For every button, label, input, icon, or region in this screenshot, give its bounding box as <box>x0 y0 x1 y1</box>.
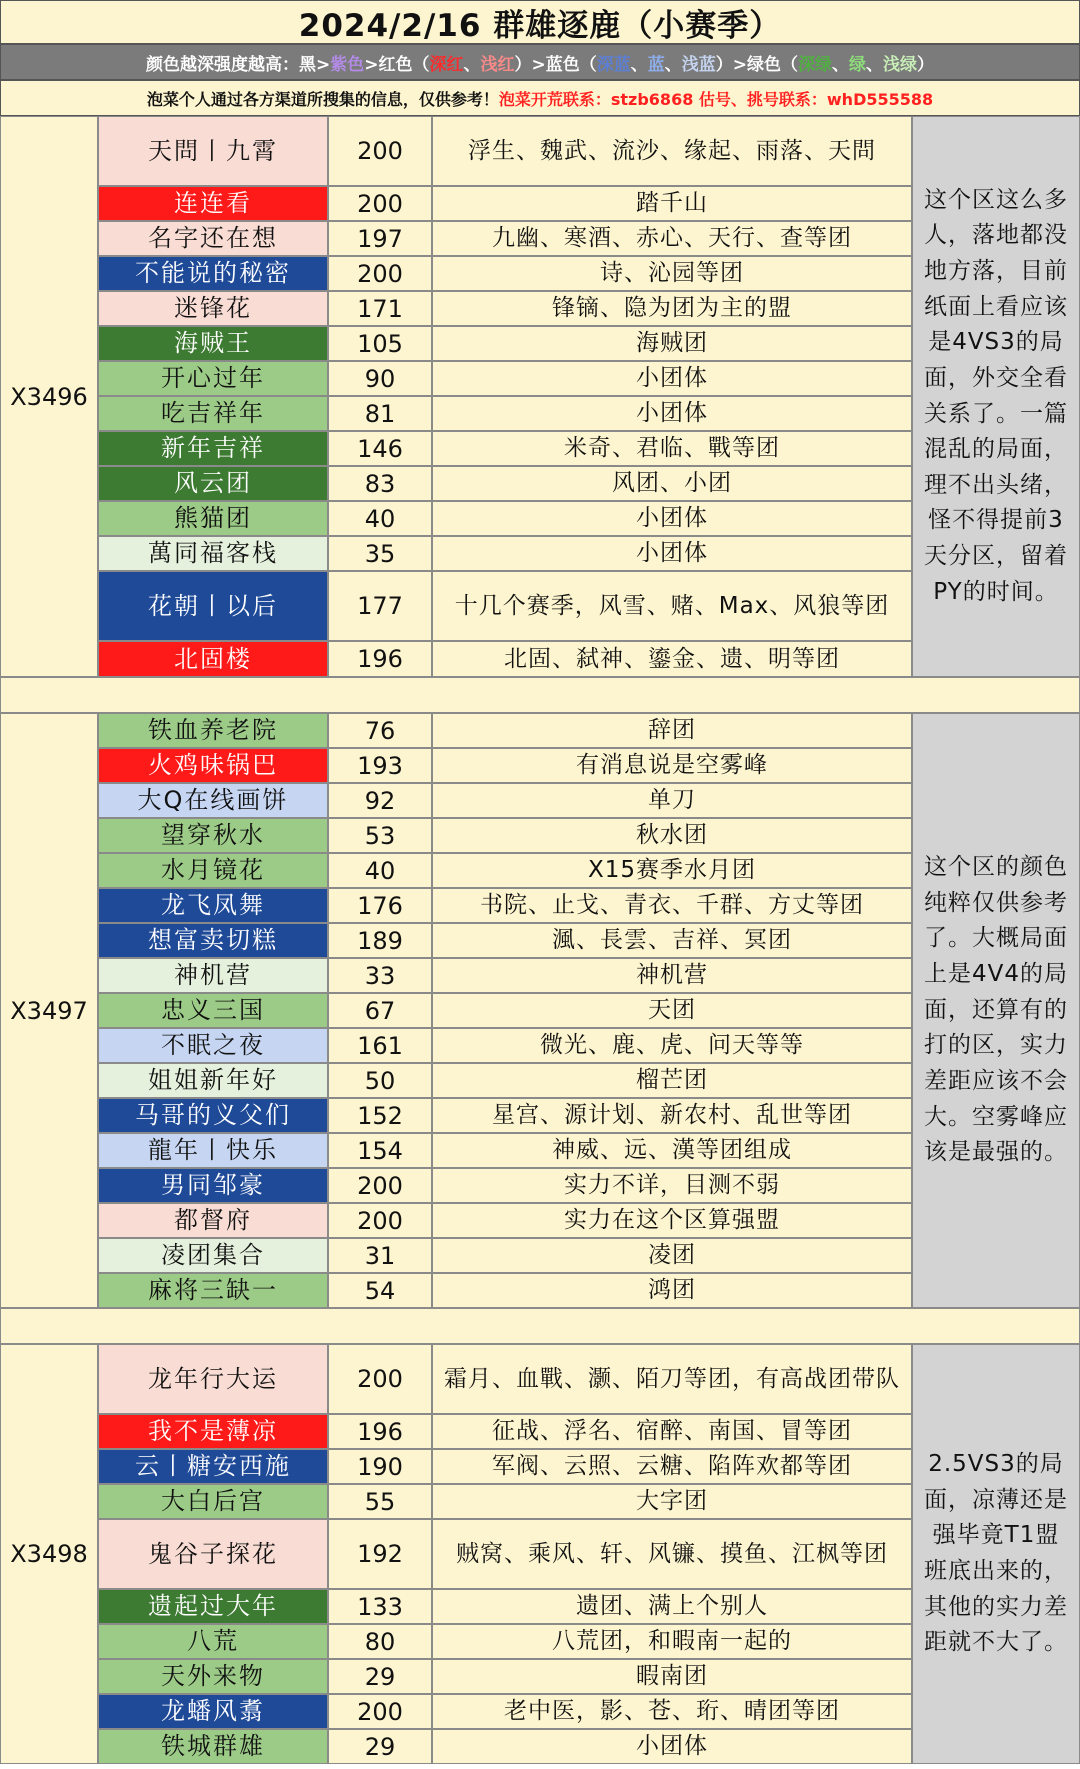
alliance-name[interactable]: 想富卖切糕 <box>98 923 328 958</box>
alliance-description: 渢、長雲、吉祥、冥团 <box>432 923 912 958</box>
legend-sep4: 、 <box>832 54 849 75</box>
member-count: 154 <box>328 1133 432 1168</box>
member-count: 190 <box>328 1449 432 1484</box>
member-count: 200 <box>328 1344 432 1414</box>
alliance-name[interactable]: 吃吉祥年 <box>98 396 328 431</box>
legend-light-red: 浅红 <box>480 54 515 75</box>
alliance-description: 凌团 <box>432 1238 912 1273</box>
alliance-name[interactable]: 麻将三缺一 <box>98 1273 328 1308</box>
alliance-name[interactable]: 龍年丨快乐 <box>98 1133 328 1168</box>
alliance-name[interactable]: 神机营 <box>98 958 328 993</box>
alliance-name[interactable]: 龙蟠风翥 <box>98 1694 328 1729</box>
alliance-name[interactable]: 大白后宫 <box>98 1484 328 1519</box>
member-count: 31 <box>328 1238 432 1273</box>
member-count: 193 <box>328 748 432 783</box>
member-count: 29 <box>328 1729 432 1764</box>
alliance-name[interactable]: 凌团集合 <box>98 1238 328 1273</box>
member-count: 55 <box>328 1484 432 1519</box>
legend-deep-red: 深红 <box>429 54 464 75</box>
alliance-description: 辞团 <box>432 713 912 748</box>
alliance-name[interactable]: 都督府 <box>98 1203 328 1238</box>
alliance-description: 神威、远、漢等团组成 <box>432 1133 912 1168</box>
alliance-name[interactable]: 花朝丨以后 <box>98 571 328 641</box>
alliance-name[interactable]: 开心过年 <box>98 361 328 396</box>
legend-deep-blue: 深蓝 <box>596 54 631 75</box>
member-count: 133 <box>328 1589 432 1624</box>
alliance-description: 实力在这个区算强盟 <box>432 1203 912 1238</box>
alliance-name[interactable]: 熊猫团 <box>98 501 328 536</box>
alliance-description: 九幽、寒酒、赤心、天行、查等团 <box>432 221 912 256</box>
legend-sep3: 、 <box>664 54 682 75</box>
alliance-name[interactable]: 铁城群雄 <box>98 1729 328 1764</box>
alliance-name[interactable]: 忠义三国 <box>98 993 328 1028</box>
alliance-description: 鸿团 <box>432 1273 912 1308</box>
alliance-name[interactable]: 不眠之夜 <box>98 1028 328 1063</box>
member-count: 192 <box>328 1519 432 1589</box>
legend-green: 绿 <box>849 54 866 75</box>
member-count: 152 <box>328 1098 432 1133</box>
member-count: 67 <box>328 993 432 1028</box>
alliance-name[interactable]: 水月镜花 <box>98 853 328 888</box>
alliance-name[interactable]: 八荒 <box>98 1624 328 1659</box>
alliance-name[interactable]: 我不是薄凉 <box>98 1414 328 1449</box>
legend-sep5: 、 <box>866 54 883 75</box>
member-count: 161 <box>328 1028 432 1063</box>
alliance-description: 小团体 <box>432 501 912 536</box>
alliance-name[interactable]: 云丨糖安西施 <box>98 1449 328 1484</box>
member-count: 35 <box>328 536 432 571</box>
member-count: 200 <box>328 116 432 186</box>
zone-label: X3498 <box>0 1344 98 1764</box>
alliance-description: 风团、小团 <box>432 466 912 501</box>
member-count: 146 <box>328 431 432 466</box>
alliance-description: 诗、沁园等团 <box>432 256 912 291</box>
alliance-name[interactable]: 火鸡味锅巴 <box>98 748 328 783</box>
alliance-name[interactable]: 连连看 <box>98 186 328 221</box>
alliance-name[interactable]: 新年吉祥 <box>98 431 328 466</box>
legend-deep-green: 深绿 <box>798 54 832 75</box>
alliance-name[interactable]: 迷锋花 <box>98 291 328 326</box>
member-count: 29 <box>328 1659 432 1694</box>
member-count: 176 <box>328 888 432 923</box>
member-count: 81 <box>328 396 432 431</box>
zone-analysis-note: 这个区这么多人，落地都没地方落，目前纸面上看应该是4VS3的局面，外交全看关系了。一篇混乱的局面，理不出头绪，怪不得提前3天分区，留着PY的时间。 <box>912 116 1080 677</box>
alliance-description: 米奇、君临、戰等团 <box>432 431 912 466</box>
alliance-description: 大字团 <box>432 1484 912 1519</box>
alliance-description: 小团体 <box>432 1729 912 1764</box>
alliance-description: 实力不详，目测不弱 <box>432 1168 912 1203</box>
alliance-name[interactable]: 遗起过大年 <box>98 1589 328 1624</box>
alliance-description: 军阀、云照、云糖、陷阵欢都等团 <box>432 1449 912 1484</box>
legend-mid2: ）>蓝色（ <box>514 54 597 75</box>
alliance-description: 北固、弑神、鎏金、遗、明等团 <box>432 641 912 677</box>
member-count: 200 <box>328 1168 432 1203</box>
alliance-name[interactable]: 龙飞凤舞 <box>98 888 328 923</box>
legend-prefix: 颜色越深强度越高：黑> <box>146 54 331 75</box>
contact-text: 泡菜开荒联系：stzb6868 估号、挑号联系：whD555588 <box>498 89 934 109</box>
alliance-description: 小团体 <box>432 396 912 431</box>
alliance-description: 暇南团 <box>432 1659 912 1694</box>
alliance-name[interactable]: 萬同福客栈 <box>98 536 328 571</box>
member-count: 105 <box>328 326 432 361</box>
member-count: 40 <box>328 853 432 888</box>
legend-light-green: 浅绿 <box>883 54 917 75</box>
alliance-description: 遗团、满上个别人 <box>432 1589 912 1624</box>
color-legend <box>0 44 1080 80</box>
alliance-name[interactable]: 天問丨九霄 <box>98 116 328 186</box>
alliance-name[interactable]: 天外来物 <box>98 1659 328 1694</box>
alliance-description: 贼窝、乘风、轩、风镰、摸鱼、江枫等团 <box>432 1519 912 1589</box>
member-count: 200 <box>328 1203 432 1238</box>
member-count: 177 <box>328 571 432 641</box>
member-count: 53 <box>328 818 432 853</box>
alliance-description: 踏千山 <box>432 186 912 221</box>
info-banner <box>0 80 1080 116</box>
alliance-name[interactable]: 男同邹豪 <box>98 1168 328 1203</box>
legend-suffix: ） <box>917 54 934 75</box>
alliance-name[interactable]: 马哥的义父们 <box>98 1098 328 1133</box>
alliance-name[interactable]: 望穿秋水 <box>98 818 328 853</box>
alliance-description: 小团体 <box>432 361 912 396</box>
zone-label: X3497 <box>0 713 98 1308</box>
alliance-description: 锋镝、隐为团为主的盟 <box>432 291 912 326</box>
alliance-description: 浮生、魏武、流沙、缘起、雨落、天問 <box>432 116 912 186</box>
alliance-name[interactable]: 铁血养老院 <box>98 713 328 748</box>
section-spacer <box>0 1308 1080 1344</box>
member-count: 200 <box>328 186 432 221</box>
member-count: 197 <box>328 221 432 256</box>
zone-label: X3496 <box>0 116 98 677</box>
member-count: 196 <box>328 1414 432 1449</box>
member-count: 50 <box>328 1063 432 1098</box>
alliance-description: 有消息说是空雾峰 <box>432 748 912 783</box>
legend-sep2: 、 <box>630 54 648 75</box>
alliance-name[interactable]: 不能说的秘密 <box>98 256 328 291</box>
alliance-name[interactable]: 姐姐新年好 <box>98 1063 328 1098</box>
legend-sep1: 、 <box>463 54 481 75</box>
alliance-name[interactable]: 风云团 <box>98 466 328 501</box>
alliance-name[interactable]: 北固楼 <box>98 641 328 677</box>
legend-mid1: >红色（ <box>364 54 430 75</box>
alliance-description: 微光、鹿、虎、问天等等 <box>432 1028 912 1063</box>
member-count: 76 <box>328 713 432 748</box>
member-count: 189 <box>328 923 432 958</box>
member-count: 80 <box>328 1624 432 1659</box>
member-count: 40 <box>328 501 432 536</box>
member-count: 200 <box>328 1694 432 1729</box>
member-count: 90 <box>328 361 432 396</box>
alliance-description: 秋水团 <box>432 818 912 853</box>
legend-blue: 蓝 <box>647 54 665 75</box>
alliance-description: 八荒团，和暇南一起的 <box>432 1624 912 1659</box>
page-title: 2024/2/16 群雄逐鹿（小赛季） <box>0 0 1080 44</box>
alliance-description: 老中医，影、苍、珩、晴团等团 <box>432 1694 912 1729</box>
alliance-name[interactable]: 名字还在想 <box>98 221 328 256</box>
member-count: 33 <box>328 958 432 993</box>
legend-mid3: ）>绿色（ <box>715 54 798 75</box>
alliance-name[interactable]: 鬼谷子探花 <box>98 1519 328 1589</box>
zone-analysis-note: 2.5VS3的局面，凉薄还是强毕竟T1盟班底出来的，其他的实力差距就不大了。 <box>912 1344 1080 1764</box>
alliance-description: 榴芒团 <box>432 1063 912 1098</box>
alliance-description: 天团 <box>432 993 912 1028</box>
alliance-description: 单刀 <box>432 783 912 818</box>
member-count: 196 <box>328 641 432 677</box>
alliance-description: 小团体 <box>432 536 912 571</box>
legend-purple: 紫色 <box>330 54 365 75</box>
alliance-description: 霜月、血戰、灏、陌刀等团，有高战团带队 <box>432 1344 912 1414</box>
alliance-description: 征战、浮名、宿醉、南国、冒等团 <box>432 1414 912 1449</box>
alliance-name[interactable]: 龙年行大运 <box>98 1344 328 1414</box>
member-count: 83 <box>328 466 432 501</box>
info-text: 泡菜个人通过各方渠道所搜集的信息，仅供参考！ <box>146 89 499 109</box>
alliance-name[interactable]: 大Q在线画饼 <box>98 783 328 818</box>
member-count: 171 <box>328 291 432 326</box>
alliance-description: 神机营 <box>432 958 912 993</box>
member-count: 54 <box>328 1273 432 1308</box>
alliance-name[interactable]: 海贼王 <box>98 326 328 361</box>
member-count: 92 <box>328 783 432 818</box>
alliance-description: 星宫、源计划、新农村、乱世等团 <box>432 1098 912 1133</box>
alliance-description: X15赛季水月团 <box>432 853 912 888</box>
section-spacer <box>0 677 1080 713</box>
alliance-description: 海贼团 <box>432 326 912 361</box>
zone-analysis-note: 这个区的颜色纯粹仅供参考了。大概局面上是4V4的局面，还算有的打的区，实力差距应该不会大。空雾峰应该是最强的。 <box>912 713 1080 1308</box>
legend-light-blue: 浅蓝 <box>681 54 716 75</box>
alliance-description: 十几个赛季，风雪、赌、Max、风狼等团 <box>432 571 912 641</box>
member-count: 200 <box>328 256 432 291</box>
alliance-description: 书院、止戈、青衣、千群、方丈等团 <box>432 888 912 923</box>
